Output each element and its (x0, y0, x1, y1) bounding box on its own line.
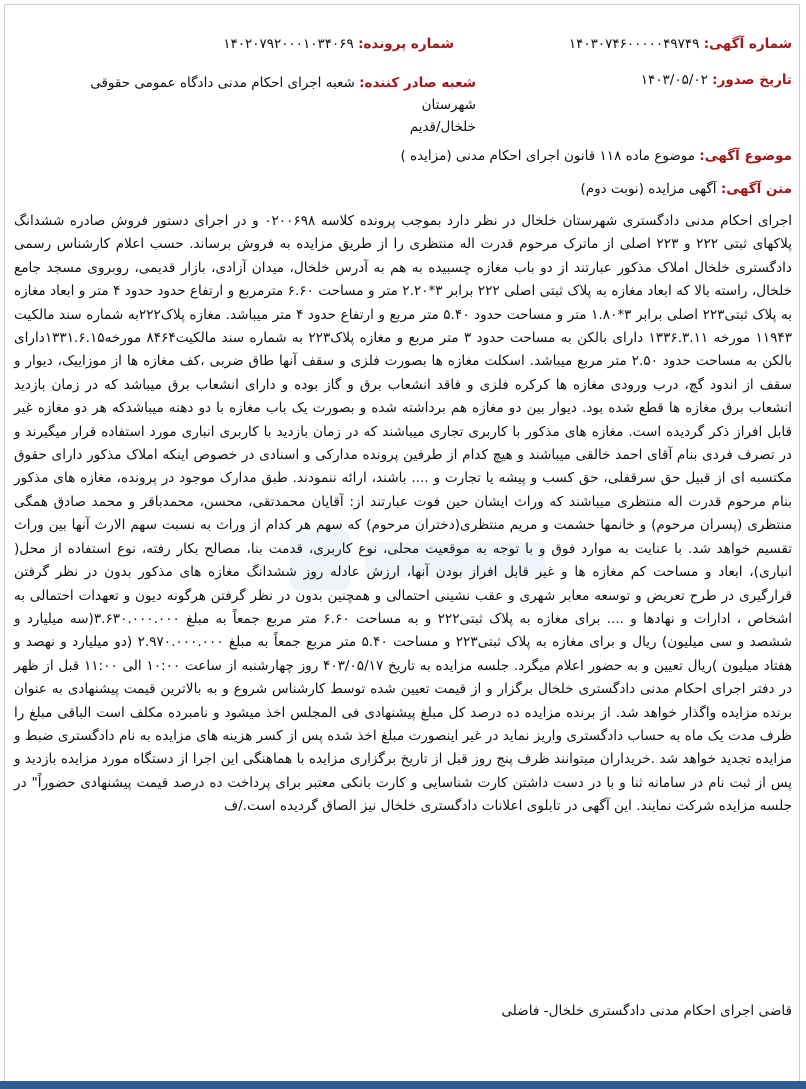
ad-number-label: شماره آگهی: (703, 36, 792, 52)
case-number-value: ۱۴۰۲۰۷۹۲۰۰۰۱۰۳۴۰۶۹ (223, 36, 354, 52)
bottom-bar (0, 1081, 806, 1089)
subject (400, 148, 792, 164)
subject-text: موضوع ماده ۱۱۸ قانون اجرای احکام مدنی (مزایده ) (400, 148, 695, 164)
ad-number-value: ۱۴۰۳۰۷۴۶۰۰۰۰۰۴۹۷۴۹ (568, 36, 700, 52)
issuer-line2: خلخال/قدیم (409, 119, 476, 135)
case-number-label: شماره پرونده: (358, 36, 454, 52)
ad-number (569, 36, 792, 52)
issue-date-label: تاریخ صدور: (712, 72, 792, 88)
ad-title: آگهی مزایده (نوبت دوم) (580, 181, 717, 197)
ad-text-heading (580, 181, 792, 197)
issuer-line1: شعبه اجرای احکام مدنی دادگاه عمومی حقوقی شهرستان (90, 75, 476, 113)
ad-body: اجرای احکام مدنی دادگستری شهرستان خلخال در نظر دارد بموجب پرونده کلاسه ۰۲۰۰۶۹۸ و در اجرای دستور فروش صادره ششدانگ پلاکهای ثبتی ۲۲۲ و ۲۲۳ اصلی از ماترک مرحوم قدرت اله منتظری را از طریق مزایده به فروش برساند. حسب اعلام کارشناس رسمی دادگستری خلخال املاک مذکور عبارتند از دو باب مغازه چسبیده به هم به آدرس خلخال، میدان آزادی، بازار قدیمی، روبروی مسجد جامع خلخال، راسته بالا که ابعاد مغازه به پلاک ثبتی اصلی ۲۲۲ برابر ۳*۲.۲۰ متر و مساحت ۶.۶۰ مترمربع و ارتفاع حدود حدود ۴ متر و ابعاد مغازه به پلاک ثبتی۲۲۳ اصلی برابر ۳*۱.۸۰ متر و مساحت حدود ۵.۴۰ متر مربع و ارتفاع حدود ۴ متر میباشد. مغازه پلاک۲۲۲به شماره سند مالکیت ۱۱۹۴۳ مورخه ۱۳۳۶.۳.۱۱ دارای بالکن به مساحت حدود ۳ متر مربع و مغازه پلاک۲۲۳ به شماره سند مالکیت۸۴۶۴ مورخه۱۳۳۱.۶.۱۵دارای بالکن به مساحت حدود ۲.۵۰ متر مربع میباشد. اسکلت مغازه ها بصورت فلزی و سقف آنها طاق ضربی ،کف مغازه ها از موزاییک، دیوار و سقف از اندود گچ، درب ورودی مغازه ها کرکره فلزی و فاقد انشعاب برق و گاز بوده و دارای انشعاب برق میباشد که در زمان بازدید انشعاب برق مغازه ها قطع شده بود. دیوار بین دو مغازه هم برداشته شده و بصورت یک باب مغازه با دو دهنه میباشدکه هر دو مغازه غیر قابل افراز ذکر گردیده است. مغازه های مذکور با کاربری تجاری میباشند که در زمان بازدید با کاربری انباری مورد استفاده قرار میگیرند و در تصرف فردی بنام آقای احمد خالقی میباشند و هیچ کدام از طرفین پرونده مدارکی و اسنادی در خصوص اینکه املاک مذکور دارای حقوق مکتسبه ای از قبیل حق سرقفلی، حق کسب و پیشه یا تجارت و .... باشند، ارائه ننمودند. طبق مدارک موجود در پرونده، مغازه های مذکور بنام مرحوم قدرت اله منتظری میباشند که وراث ایشان حین فوت عبارتند از: آقایان محمدتقی، محسن، محمدباقر و محمد صادق همگی منتظری (پسران مرحوم) و خانمها حشمت و مریم منتظری(دختران مرحوم) که سهم هر کدام از وراث به نسبت سهم الارث آنها بین وراث تقسیم خواهد شد. با عنایت به موارد فوق و با توجه به موقعیت محلی، نوع کاربری، قدمت بنا، مصالح بکار رفته، نوع استفاده از محل( انباری)، ابعاد و مساحت کم مغازه ها و غیر قابل افراز بودن آنها، ارزش عادله روز ششدانگ مغازه های مذکور بدون در نظر گرفتن قرارگیری در طرح تعریض و توسعه معابر شهری و عقب نشینی احتمالی و همچنین بدون در نظر گرفتن هرگونه دیون و تعهدات احتمالی به اشخاص ، ادارات و نهادها و .... برای مغازه به پلاک ثبتی۲۲۲ و به مساحت ۶.۶۰ متر مربع جمعاً به مبلغ ۳.۶۳۰.۰۰۰.۰۰۰(سه میلیارد و ششصد و سی میلیون) ریال و برای مغازه به پلاک ثبتی۲۲۳ و مساحت ۵.۴۰ متر مربع جمعاً به مبلغ ۲.۹۷۰.۰۰۰.۰۰۰ (دو میلیارد و نهصد و هفتاد میلیون )ریال تعیین و به حضور اعلام میگرد. جلسه مزایده به تاریخ ۴۰۳/۰۵/۱۷ روز چهارشنبه از ساعت ۱۰:۰۰ الی ۱۱:۰۰ قبل از ظهر در دفتر اجرای احکام مدنی دادگستری خلخال برگزار و از قیمت تعیین شده توسط کارشناس شروع و به بالاترین قیمت پیشنهادی به عنوان برنده مزایده واگذار خواهد شد. از برنده مزایده ده درصد کل مبلغ پیشنهادی فی المجلس اخذ میشود و نامبرده مکلف است الباقی مبلغ را ظرف مدت یک ماه به حساب دادگستری واریز نماید در غیر اینصورت مبلغ اخذ شده پس از کسر هزینه های مزایده به نام دادگستری ضبط و مزایده تجدید خواهد شد .خریداران میتوانند ظرف پنج روز قبل از تاریخ برگزاری مزایده با هماهنگی این اجرا از دستگاه مورد مزایده بازدید و پس از ثبت نام در سامانه ثنا و با در دست داشتن کارت شناسایی و کارت بانکی معتبر برای پرداخت ده درصد قیمت پیشنهادی حضوراً" در جلسه مزایده شرکت نمایند. این آگهی در تابلوی اعلانات دادگستری خلخال نیز الصاق گردیده است./ف (14, 213, 793, 815)
issuer-label: شعبه صادر کننده: (359, 75, 476, 91)
ad-text-label: متن آگهی: (720, 181, 792, 197)
issuer (46, 72, 476, 138)
case-number (223, 36, 454, 52)
issue-date-value: ۱۴۰۳/۰۵/۰۲ (640, 72, 708, 88)
issue-date (641, 72, 792, 88)
signature: قاضی اجرای احکام مدنی دادگستری خلخال- فاضلی (501, 1003, 792, 1019)
subject-label: موضوع آگهی: (699, 148, 792, 164)
